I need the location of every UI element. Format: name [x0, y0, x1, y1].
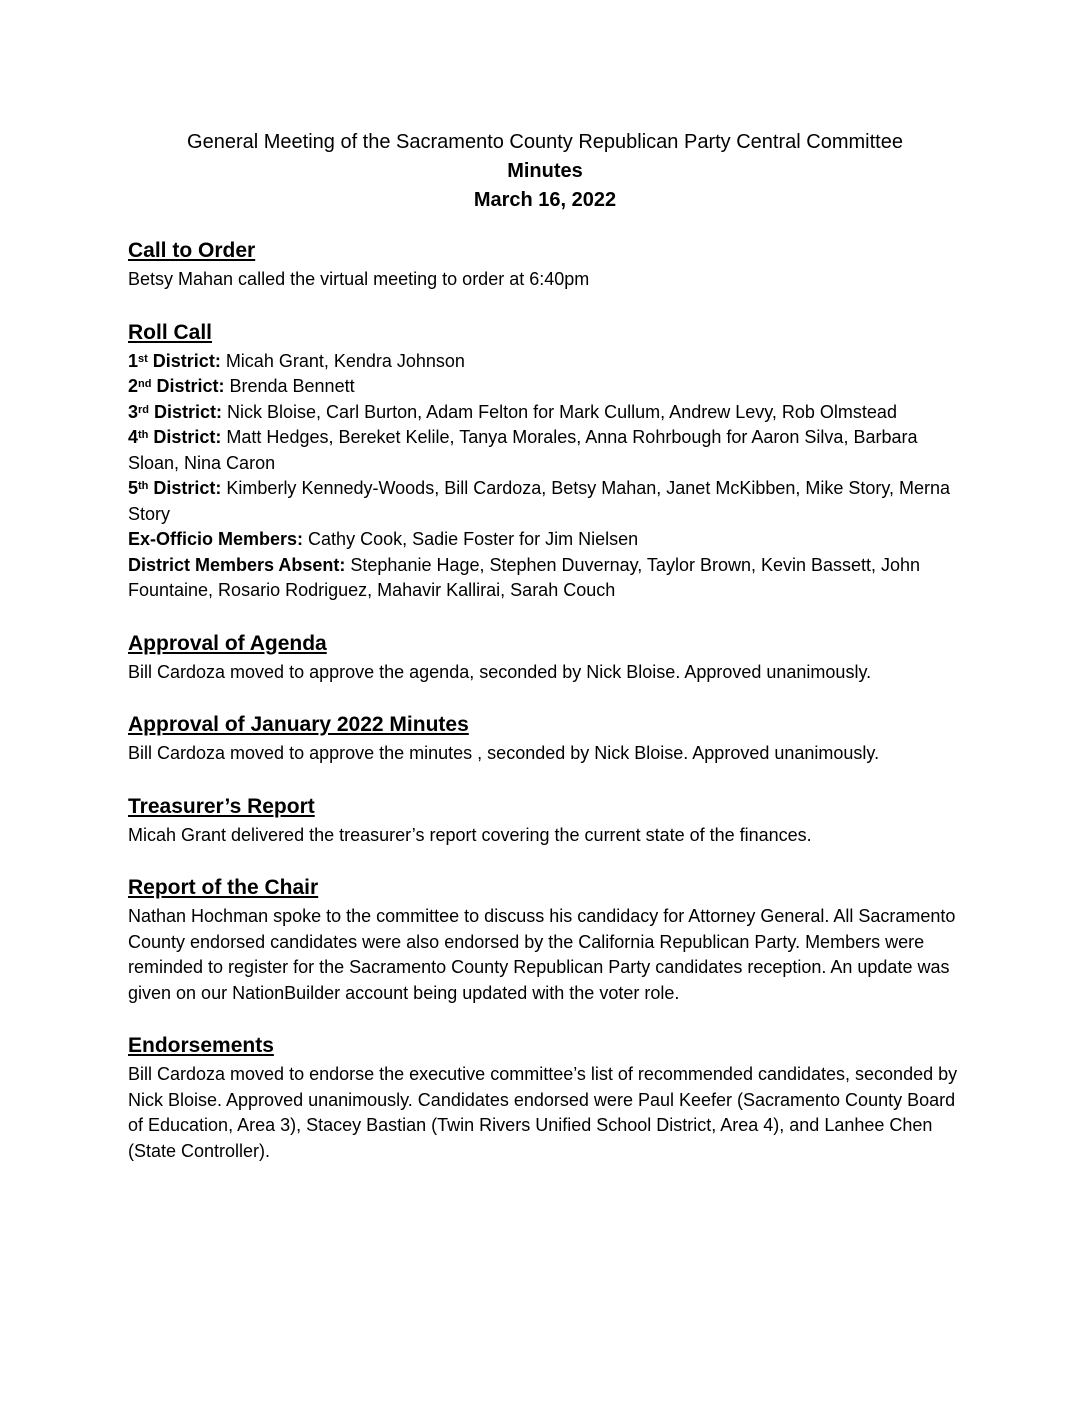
- ordinal-suffix: th: [138, 480, 149, 492]
- roll-row-label: [128, 427, 221, 447]
- ordinal-suffix: rd: [138, 403, 150, 416]
- section-treasurers-report: [128, 793, 962, 849]
- section-heading: Endorsements: [128, 1034, 274, 1057]
- section-text: Micah Grant delivered the treasurer’s report covering the current state of the finances.: [128, 824, 812, 845]
- section-text: Bill Cardoza moved to approve the agenda, seconded by Nick Bloise. Approved unanimously.: [128, 661, 872, 682]
- section-text: Bill Cardoza moved to endorse the executive committee’s list of recommended candidates, seconded by Nick Bloise. Approved unanimously. Candidates endorsed were Paul Keefer (Sacramento County Board of Education, Area 3), Stacey Bastian (Twin Rivers Unified School District, Area 4), and Lanhee Chen (State Controller).: [128, 1064, 958, 1161]
- document-header: [128, 128, 962, 215]
- district-number: 4: [128, 427, 139, 447]
- roll-row-names: Cathy Cook, Sadie Foster for Jim Nielsen: [303, 529, 639, 549]
- roll-row-names: Nick Bloise, Carl Burton, Adam Felton for Mark Cullum, Andrew Levy, Rob Olmstead: [222, 401, 897, 422]
- roll-row-names: Stephanie Hage, Stephen Duvernay, Taylor Brown, Kevin Bassett, John Fountaine, Rosario Rodriguez, Mahavir Kallirai, Sarah Couch: [128, 554, 921, 600]
- roll-row-label: [128, 402, 222, 422]
- section-call-to-order: [128, 237, 962, 293]
- label-text: District:: [147, 350, 221, 371]
- section-approval-of-agenda: [128, 630, 962, 686]
- roll-row-district-4: [128, 425, 962, 476]
- district-number: 5: [128, 478, 139, 498]
- roll-row-label: Ex-Officio Members:: [128, 529, 304, 549]
- section-heading: Approval of Agenda: [128, 631, 327, 655]
- label-text: District:: [148, 427, 222, 447]
- roll-row-names: Micah Grant, Kendra Johnson: [220, 350, 465, 371]
- label-text: District:: [148, 478, 222, 498]
- ordinal-suffix: nd: [138, 378, 152, 390]
- district-number: 3: [128, 401, 139, 422]
- section-text: Bill Cardoza moved to approve the minutes , seconded by Nick Bloise. Approved unanimously.: [128, 743, 880, 763]
- document-title: Minutes: [507, 160, 583, 182]
- section-text: Betsy Mahan called the virtual meeting to order at 6:40pm: [128, 269, 590, 289]
- section-approval-of-minutes: [128, 711, 962, 767]
- ordinal-suffix: st: [138, 352, 148, 365]
- organization-title: General Meeting of the Sacramento County Republican Party Central Committee: [187, 131, 903, 153]
- meeting-date: March 16, 2022: [473, 189, 617, 211]
- section-report-of-the-chair: [128, 874, 962, 1006]
- label-text: District:: [151, 376, 225, 396]
- roll-row-label: [128, 351, 221, 371]
- roll-row-label: [128, 376, 224, 396]
- label-text: District:: [149, 401, 223, 422]
- section-heading: Call to Order: [128, 239, 256, 262]
- roll-call-list: [128, 349, 962, 604]
- section-text: Nathan Hochman spoke to the committee to discuss his candidacy for Attorney General. All Sacramento County endorsed candidates were also endorsed by the California Republican Party. Members were reminded to register for the Sacramento County Republican Party candidates reception. An update was given on our NationBuilder account being updated with the voter role.: [128, 906, 956, 1003]
- section-roll-call: [128, 319, 962, 604]
- roll-row-district-3: [128, 400, 962, 426]
- roll-row-district-1: [128, 349, 962, 375]
- roll-row-names: Matt Hedges, Bereket Kelile, Tanya Morales, Anna Rohrbough for Aaron Silva, Barbara Sloan, Nina Caron: [128, 427, 918, 473]
- section-heading: Report of the Chair: [128, 876, 319, 899]
- district-number: 2: [128, 376, 139, 396]
- roll-row-names: Brenda Bennett: [224, 376, 355, 396]
- section-heading: Treasurer’s Report: [128, 794, 315, 818]
- district-number: 1: [128, 350, 139, 371]
- roll-row-district-2: [128, 374, 962, 400]
- roll-row-names: Kimberly Kennedy-Woods, Bill Cardoza, Betsy Mahan, Janet McKibben, Mike Story, Merna Story: [128, 478, 951, 524]
- roll-row-label: District Members Absent:: [128, 554, 346, 575]
- roll-row-label: [128, 478, 221, 498]
- section-endorsements: [128, 1032, 962, 1164]
- roll-row-district-5: [128, 476, 962, 527]
- section-heading: Approval of January 2022 Minutes: [128, 713, 469, 736]
- roll-row-absent: [128, 553, 962, 604]
- ordinal-suffix: th: [138, 429, 149, 441]
- section-heading: Roll Call: [128, 320, 213, 344]
- roll-row-ex-officio: [128, 527, 962, 553]
